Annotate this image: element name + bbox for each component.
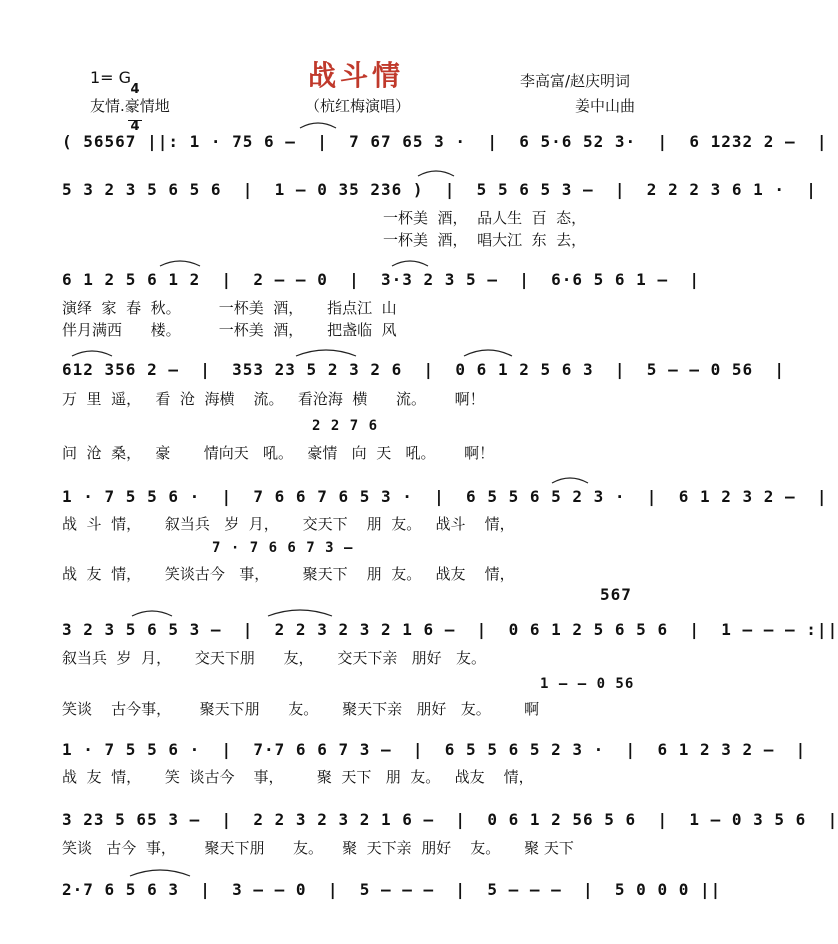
- notation-variant: 7 · 7 6 6 7 3 –: [212, 540, 354, 556]
- song-title: 战斗情: [308, 59, 405, 92]
- lyric-line: 万 里 遥， 看 沧 海横 流。 看沧海 横 流。 啊！: [62, 390, 485, 408]
- notation-line: 3 23 5 65 3 – | 2 2 3 2 3 2 1 6 – | 0 6 1 2 56 5 6 | 1 – 0 3 5 6 |: [62, 810, 838, 829]
- lyric-line: 战 斗 情， 叙当兵 岁 月， 交天下 朋 友。 战斗 情，: [62, 515, 515, 533]
- notation-line: 612 356 2 – | 353 23 5 2 3 2 6 | 0 6 1 2 5 6 3 | 5 – – 0 56 |: [62, 360, 786, 379]
- notation-line: 6 1 2 5 6 1 2 | 2 – – 0 | 3·3 2 3 5 – | 6·6 5 6 1 – |: [62, 270, 700, 289]
- slur-arc: [464, 350, 512, 356]
- time-signature-top: 4: [130, 82, 140, 97]
- key-signature: 1= G: [90, 68, 132, 87]
- notation-line: 3 2 3 5 6 5 3 – | 2 2 3 2 3 2 1 6 – | 0 6 1 2 5 6 5 6 | 1 – – – :||: [62, 620, 838, 639]
- lyric-line: 叙当兵 岁 月， 交天下朋 友， 交天下亲 朋好 友。: [62, 649, 486, 667]
- lyric-line: 战 友 情， 笑谈古今 事， 聚天下 朋 友。 战友 情，: [62, 565, 515, 583]
- lyric-line: 问 沧 桑， 豪 情向天 吼。 豪情 向 天 吼。 啊！: [62, 444, 495, 462]
- lyricists: 李高富/赵庆明词: [520, 72, 631, 90]
- slur-arc: [132, 611, 172, 616]
- notation-line: 5 3 2 3 5 6 5 6 | 1 – 0 35 236 ) | 5 5 6 5 3 – | 2 2 2 3 6 1 · |: [62, 180, 817, 199]
- slur-arc: [552, 478, 588, 483]
- notation-variant: 1 – – 0 56: [540, 676, 635, 692]
- lyric-line: 一杯美 酒， 唱大江 东 去，: [383, 231, 587, 249]
- lyric-line: 笑谈 古今事， 聚天下朋 友。 聚天下亲 朋好 友。 啊: [62, 700, 540, 718]
- slur-arc: [160, 261, 200, 266]
- notation-line: 1 · 7 5 5 6 · | 7 6 6 7 6 5 3 · | 6 5 5 6 5 2 3 · | 6 1 2 3 2 – |: [62, 487, 828, 506]
- slur-arc: [418, 171, 454, 176]
- slur-arc: [72, 351, 112, 356]
- composer: 姜中山曲: [575, 97, 636, 115]
- lyric-line: 演绎 家 春 秋。 一杯美 酒， 指点江 山: [62, 299, 397, 317]
- time-signature-bottom: 4: [128, 120, 142, 133]
- slur-arc: [392, 261, 428, 266]
- notation-variant: 567: [600, 585, 632, 604]
- notation-variant: 2 2 7 6: [312, 418, 379, 434]
- notation-line: ( 56567 ||: 1 · 75 6 – | 7 67 65 3 · | 6 5·6 52 3· | 6 1232 2 – |: [62, 132, 828, 151]
- slur-arc: [130, 870, 190, 876]
- performer: （杭红梅演唱）: [305, 97, 411, 115]
- lyric-line: 一杯美 酒， 品人生 百 态，: [383, 209, 587, 227]
- lyric-line: 战 友 情， 笑 谈古今 事， 聚 天下 朋 友。 战友 情，: [62, 768, 534, 786]
- slur-arc: [268, 610, 332, 616]
- lyric-line: 伴月满西 楼。 一杯美 酒， 把盏临 风: [62, 321, 397, 339]
- lyric-line: 笑谈 古今 事， 聚天下朋 友。 聚 天下亲 朋好 友。 聚 天下: [62, 839, 574, 857]
- slur-arc: [296, 350, 356, 356]
- notation-line: 2·7 6 5 6 3 | 3 – – 0 | 5 – – – | 5 – – – | 5 0 0 0 ||: [62, 880, 722, 899]
- notation-line: 1 · 7 5 5 6 · | 7·7 6 6 7 3 – | 6 5 5 6 5 2 3 · | 6 1 2 3 2 – |: [62, 740, 807, 759]
- mood-marking: 友情.豪情地: [90, 97, 170, 115]
- slur-arc: [300, 123, 336, 128]
